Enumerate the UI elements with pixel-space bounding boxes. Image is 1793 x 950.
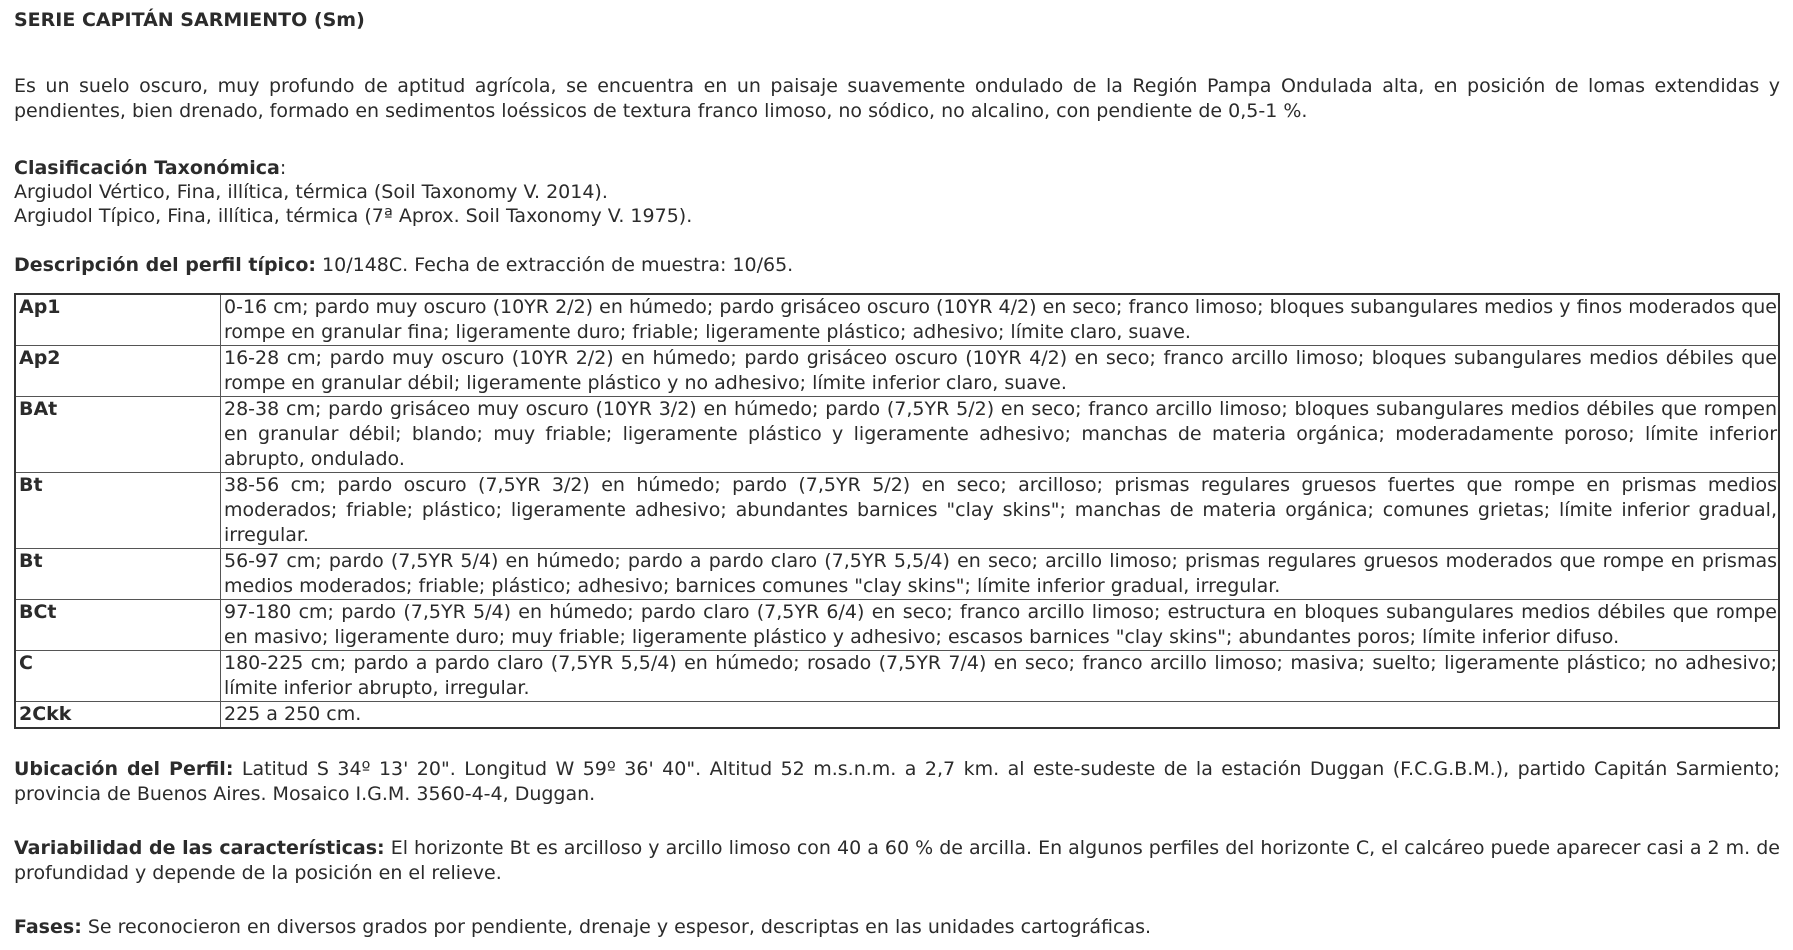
profile-description	[14, 253, 1780, 278]
document	[14, 8, 1780, 940]
horizon-description: 97-180 cm; pardo (7,5YR 5/4) en húmedo; pardo claro (7,5YR 6/4) en seco; franco arcillo limoso; estructura en bloques subangulares medios débiles que rompe en masivo; ligeramente duro; muy friable; ligeramente plástico y adhesivo; escasos barnices "clay skins"; abundantes poros; límite inferior difuso.	[221, 600, 1780, 651]
table-row	[15, 651, 1779, 702]
phases-label: Fases:	[14, 916, 82, 938]
horizons-table	[14, 293, 1780, 729]
intro-paragraph: Es un suelo oscuro, muy profundo de aptitud agrícola, se encuentra en un paisaje suavemente ondulado de la Región Pampa Ondulada alta, en posición de lomas extendidas y pendientes, bien drenado, formado en sedimentos loéssicos de textura franco limoso, no sódico, no alcalino, con pendiente de 0,5-1 %.	[14, 75, 1780, 122]
horizon-name: Bt	[15, 473, 221, 549]
variability-label: Variabilidad de las características:	[14, 837, 385, 859]
horizon-description: 38-56 cm; pardo oscuro (7,5YR 3/2) en húmedo; pardo (7,5YR 5/2) en seco; arcilloso; prismas regulares gruesos fuertes que rompe en prismas medios moderados; friable; plástico; ligeramente adhesivo; abundantes barnices "clay skins"; manchas de materia orgánica; comunes grietas; límite inferior gradual, irregular.	[221, 473, 1780, 549]
profile-text: 10/148C. Fecha de extracción de muestra: 10/65.	[316, 254, 794, 276]
taxonomic-classification	[14, 156, 1780, 228]
location-text: Latitud S 34º 13' 20". Longitud W 59º 36' 40". Altitud 52 m.s.n.m. a 2,7 km. al este-sudeste de la estación Duggan (F.C.G.B.M.), partido Capitán Sarmiento; provincia de Buenos Aires. Mosaico I.G.M. 3560-4-4, Duggan.	[14, 758, 1780, 805]
table-row	[15, 600, 1779, 651]
horizon-description: 56-97 cm; pardo (7,5YR 5/4) en húmedo; pardo a pardo claro (7,5YR 5,5/4) en seco; arcillo limoso; prismas regulares gruesos moderados que rompe en prismas medios moderados; friable; plástico; adhesivo; barnices comunes "clay skins"; límite inferior gradual, irregular.	[221, 549, 1780, 600]
horizon-description: 180-225 cm; pardo a pardo claro (7,5YR 5,5/4) en húmedo; rosado (7,5YR 7/4) en seco; franco arcillo limoso; masiva; suelto; ligeramente plástico; no adhesivo; límite inferior abrupto, irregular.	[221, 651, 1780, 702]
table-row	[15, 294, 1779, 346]
table-row	[15, 397, 1779, 473]
table-row	[15, 702, 1779, 729]
horizon-name: Ap2	[15, 346, 221, 397]
phases-text: Se reconocieron en diversos grados por pendiente, drenaje y espesor, descriptas en las unidades cartográficas.	[81, 916, 1152, 938]
horizon-name: BCt	[15, 600, 221, 651]
horizon-description: 16-28 cm; pardo muy oscuro (10YR 2/2) en húmedo; pardo grisáceo oscuro (10YR 4/2) en seco; franco arcillo limoso; bloques subangulares medios débiles que rompe en granular débil; ligeramente plástico y no adhesivo; límite inferior claro, suave.	[221, 346, 1780, 397]
phases	[14, 915, 1780, 940]
horizon-name: C	[15, 651, 221, 702]
horizon-description: 28-38 cm; pardo grisáceo muy oscuro (10YR 3/2) en húmedo; pardo (7,5YR 5/2) en seco; franco arcillo limoso; bloques subangulares medios débiles que rompen en granular débil; blando; muy friable; ligeramente plástico y ligeramente adhesivo; manchas de materia orgánica; moderadamente poroso; límite inferior abrupto, ondulado.	[221, 397, 1780, 473]
table-row	[15, 346, 1779, 397]
profile-label: Descripción del perfil típico:	[14, 254, 316, 276]
classification-suffix: :	[279, 157, 287, 179]
classification-line: Argiudol Típico, Fina, illítica, térmica (7ª Aprox. Soil Taxonomy V. 1975).	[14, 205, 693, 227]
table-row	[15, 549, 1779, 600]
variability	[14, 836, 1780, 886]
profile-location	[14, 757, 1780, 807]
horizon-name: 2Ckk	[15, 702, 221, 729]
horizon-name: BAt	[15, 397, 221, 473]
classification-label: Clasificación Taxonómica	[14, 157, 280, 179]
location-label: Ubicación del Perfil:	[14, 758, 234, 780]
horizon-description: 0-16 cm; pardo muy oscuro (10YR 2/2) en húmedo; pardo grisáceo oscuro (10YR 4/2) en seco; franco limoso; bloques subangulares medios y finos moderados que rompe en granular fina; ligeramente duro; friable; ligeramente plástico; adhesivo; límite claro, suave.	[221, 294, 1780, 346]
classification-line: Argiudol Vértico, Fina, illítica, térmica (Soil Taxonomy V. 2014).	[14, 181, 608, 203]
horizon-name: Bt	[15, 549, 221, 600]
page-title: SERIE CAPITÁN SARMIENTO (Sm)	[14, 9, 365, 31]
horizon-description: 225 a 250 cm.	[221, 702, 1780, 729]
table-row	[15, 473, 1779, 549]
horizon-name: Ap1	[15, 294, 221, 346]
variability-text: El horizonte Bt es arcilloso y arcillo limoso con 40 a 60 % de arcilla. En algunos perfiles del horizonte C, el calcáreo puede aparecer casi a 2 m. de profundidad y depende de la posición en el relieve.	[14, 837, 1780, 884]
